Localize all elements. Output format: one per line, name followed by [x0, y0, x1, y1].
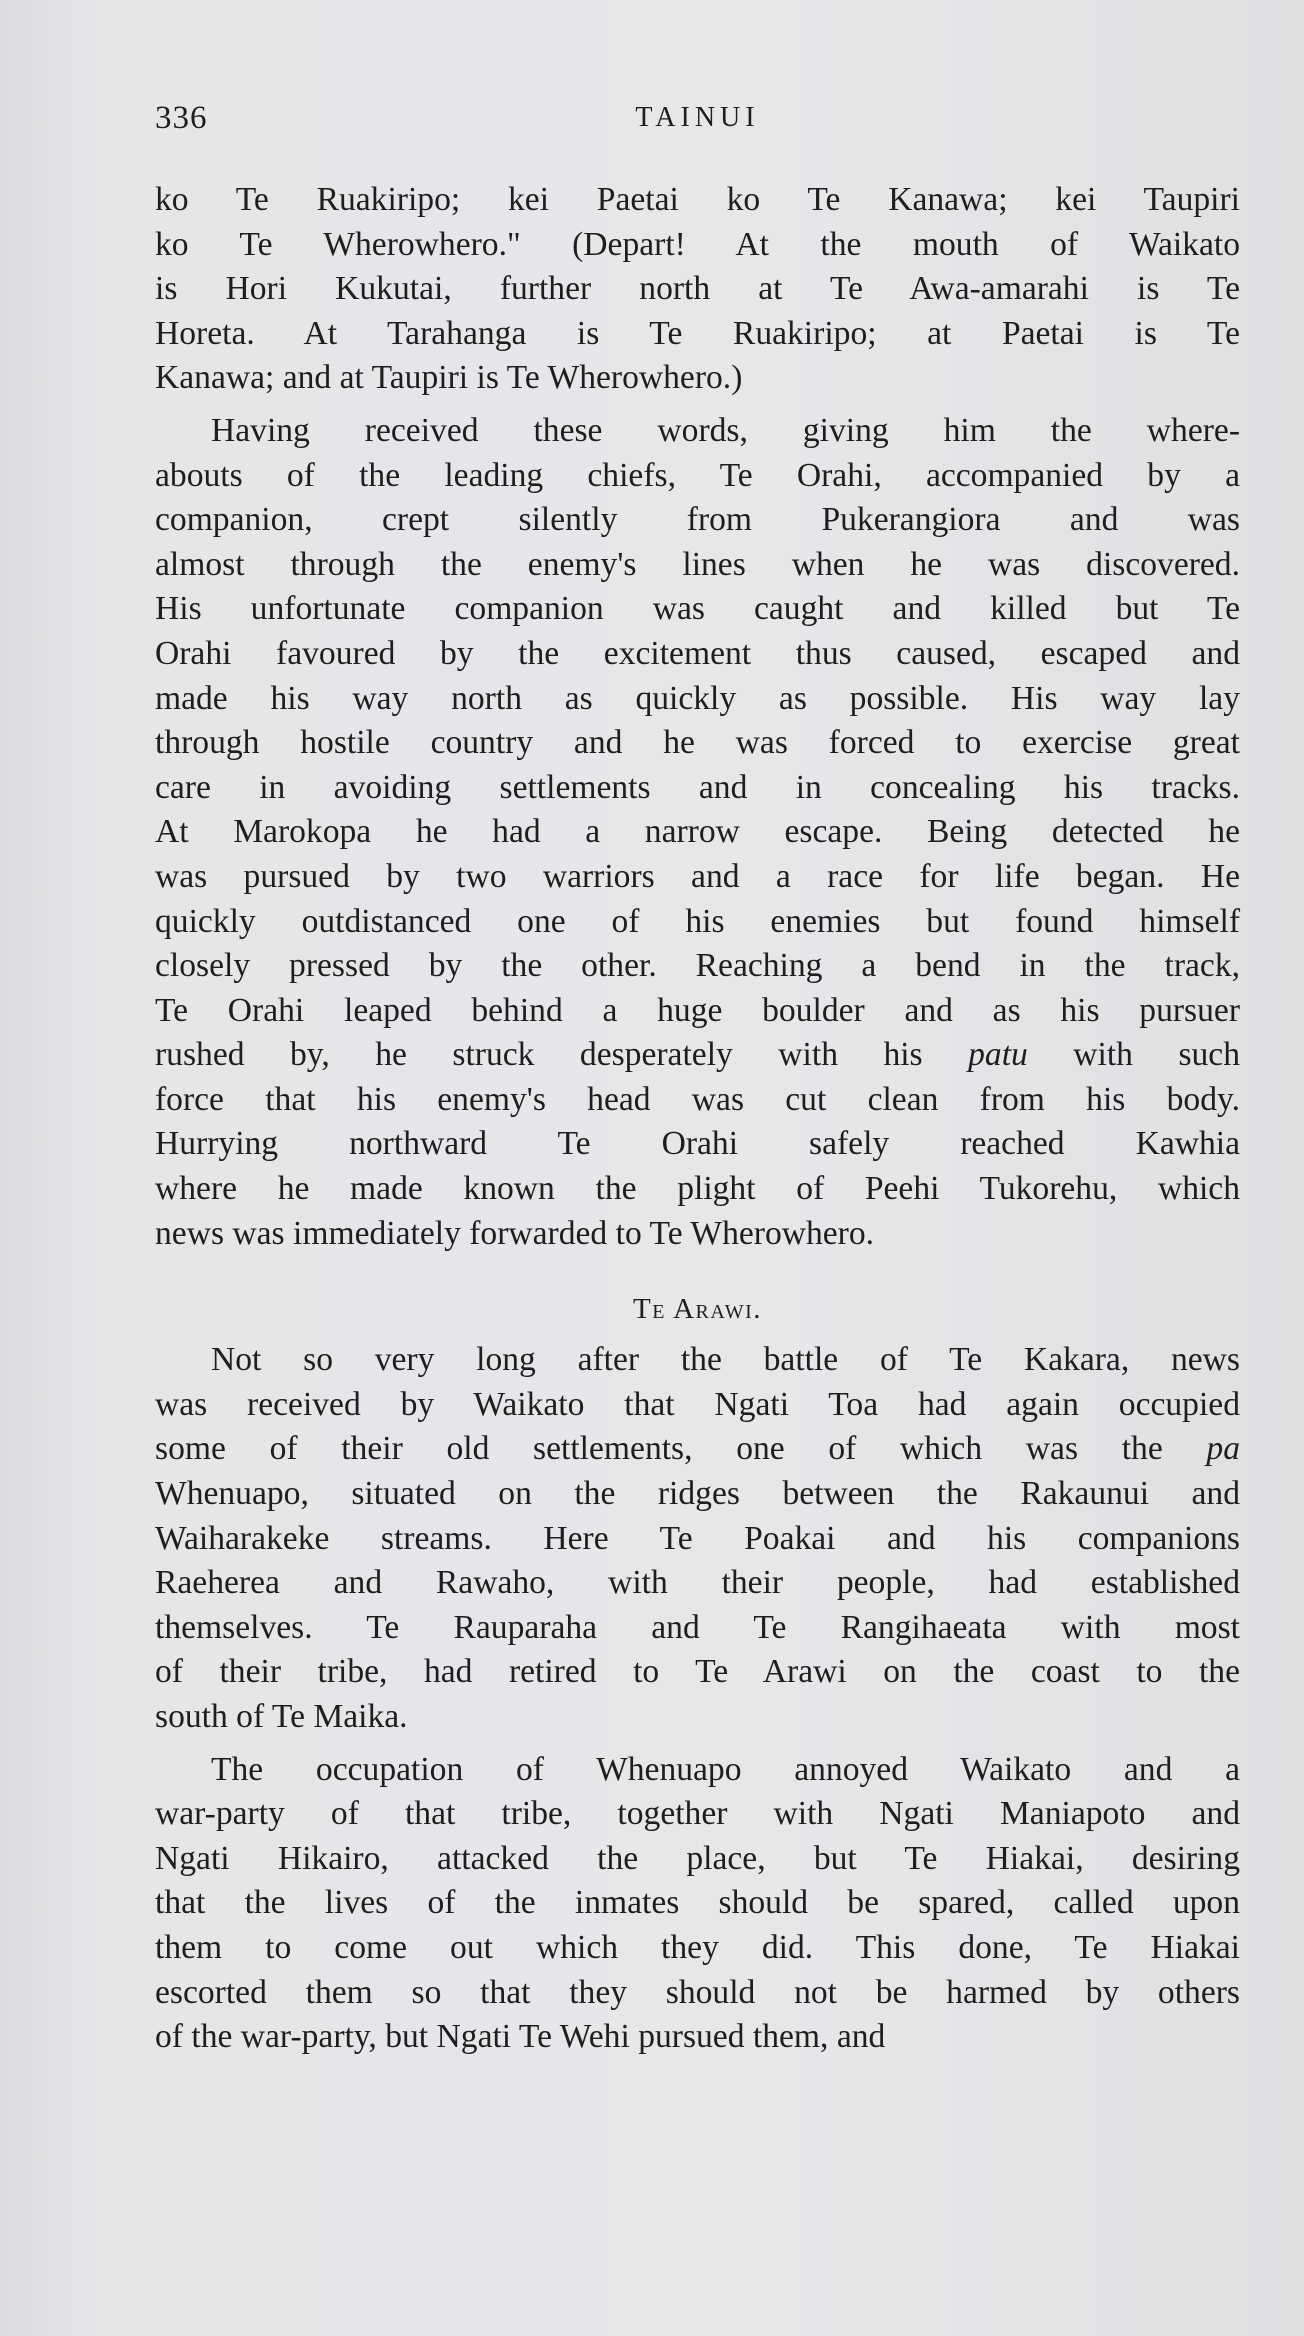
- text-line: escorted them so that they should not be harmed by others: [155, 1973, 1240, 2011]
- text-line: south of Te Maika.: [155, 1698, 408, 1735]
- text-line: of their tribe, had retired to Te Arawi on the coast to the: [155, 1653, 1240, 1691]
- text-line: almost through the enemy's lines when he was discovered.: [155, 545, 1240, 583]
- text-line: war-party of that tribe, together with Ngati Maniapoto and: [155, 1795, 1240, 1833]
- page-number: 336: [155, 100, 208, 136]
- running-title: TAINUI: [635, 102, 760, 133]
- text-line: Hurrying northward Te Orahi safely reached Kawhia: [155, 1125, 1240, 1163]
- paragraph: [155, 409, 1240, 1256]
- text-line: where he made known the plight of Peehi Tukorehu, which: [155, 1170, 1240, 1208]
- paragraph-gap: [155, 1740, 1240, 1748]
- text-line: Te Orahi leaped behind a huge boulder and as his pursuer: [155, 991, 1240, 1029]
- text-line: through hostile country and he was forced to exercise great: [155, 724, 1240, 762]
- text-line: closely pressed by the other. Reaching a bend in the track,: [155, 947, 1240, 985]
- text-line: Ngati Hikairo, attacked the place, but Te Hiakai, desiring: [155, 1839, 1240, 1877]
- text-line: that the lives of the inmates should be spared, called upon: [155, 1884, 1240, 1922]
- text-line: companion, crept silently from Pukerangiora and was: [155, 501, 1240, 539]
- text-line: At Marokopa he had a narrow escape. Being detected he: [155, 813, 1240, 851]
- text-line: made his way north as quickly as possible. His way lay: [155, 679, 1240, 717]
- text-run: with such: [1027, 1036, 1240, 1074]
- text-line: quickly outdistanced one of his enemies but found himself: [155, 902, 1240, 940]
- text-line: Orahi favoured by the excitement thus caused, escaped and: [155, 634, 1240, 672]
- text-line: ko Te Ruakiripo; kei Paetai ko Te Kanawa; kei Taupiri: [155, 181, 1240, 218]
- text-line: news was immediately forwarded to Te Wherowhero.: [155, 1214, 875, 1252]
- text-line: Waiharakeke streams. Here Te Poakai and his companions: [155, 1519, 1240, 1557]
- text-line: was pursued by two warriors and a race for life began. He: [155, 857, 1240, 895]
- section-heading: Te Arawi.: [633, 1293, 762, 1326]
- text-run: rushed by, he struck desperately with his: [155, 1036, 969, 1074]
- text-line: of the war-party, but Ngati Te Wehi pursued them, and: [155, 2018, 886, 2056]
- text-line: force that his enemy's head was cut clean from his body.: [155, 1080, 1240, 1118]
- paragraph: [155, 1338, 1240, 1739]
- text-line: ko Te Wherowhero." (Depart! At the mouth of Waikato: [155, 225, 1240, 263]
- paragraph: [155, 178, 1240, 401]
- text-line: Having received these words, giving him the where-: [211, 411, 1240, 449]
- text-line: was received by Waikato that Ngati Toa had again occupied: [155, 1385, 1240, 1423]
- text-line: care in avoiding settlements and in concealing his tracks.: [155, 768, 1240, 806]
- text-line: Whenuapo, situated on the ridges between the Rakaunui and: [155, 1475, 1240, 1513]
- paragraph-gap: [155, 401, 1240, 409]
- italic-term: pa: [1206, 1430, 1240, 1468]
- italic-term: patu: [968, 1036, 1028, 1074]
- text-run: some of their old settlements, one of which was the: [155, 1430, 1207, 1468]
- paragraph: [155, 1748, 1240, 2060]
- text-line: Kanawa; and at Taupiri is Te Wherowhero.): [155, 359, 743, 397]
- text-line: is Hori Kukutai, further north at Te Awa-amarahi is Te: [155, 270, 1240, 308]
- text-line: His unfortunate companion was caught and killed but Te: [155, 590, 1240, 628]
- text-line: them to come out which they did. This done, Te Hiakai: [155, 1928, 1240, 1966]
- text-line: abouts of the leading chiefs, Te Orahi, accompanied by a: [155, 456, 1240, 494]
- text-line: themselves. Te Rauparaha and Te Rangihaeata with most: [155, 1608, 1240, 1646]
- body-text: [155, 178, 1240, 2060]
- text-line: [155, 1427, 1240, 1472]
- text-line: Raeherea and Rawaho, with their people, had established: [155, 1564, 1240, 1602]
- text-line: [155, 1033, 1240, 1078]
- text-line: The occupation of Whenuapo annoyed Waikato and a: [211, 1750, 1240, 1788]
- page-header: [155, 100, 1240, 150]
- text-line: Not so very long after the battle of Te Kakara, news: [211, 1341, 1240, 1379]
- text-line: Horeta. At Tarahanga is Te Ruakiripo; at Paetai is Te: [155, 314, 1240, 352]
